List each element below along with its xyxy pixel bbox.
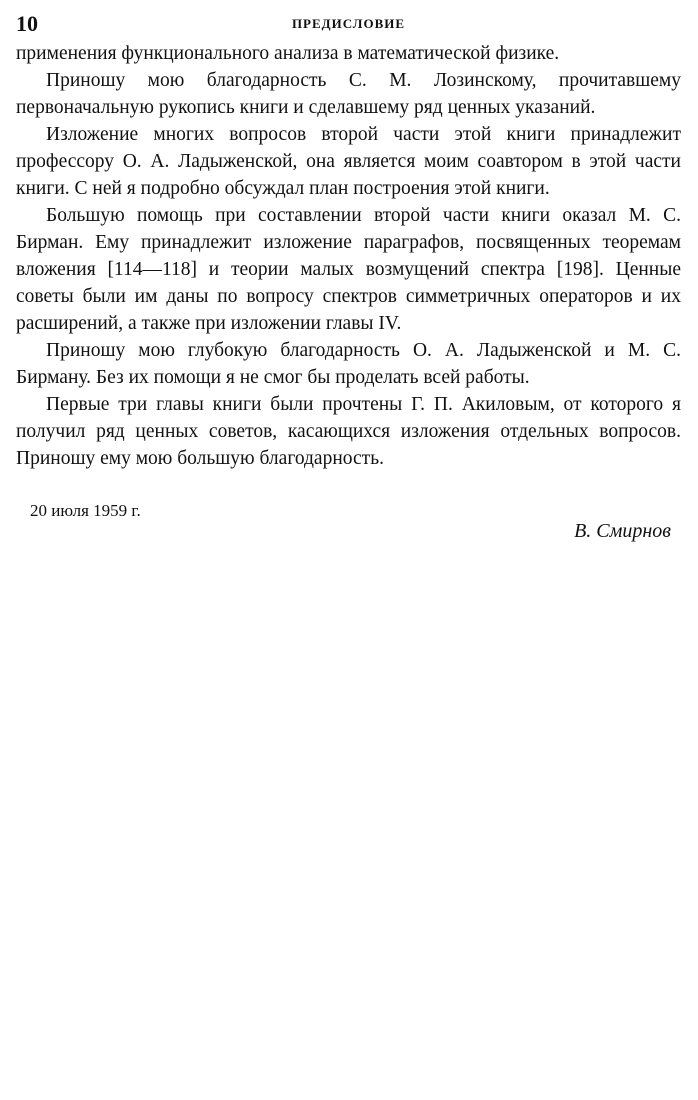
paragraph-gratitude: Приношу мою глубокую благодарность О. А. Ладыженской и М. С. Бирману. Без их помощи я не смог бы проделать всей работы. [16, 340, 681, 388]
paragraph-thanks-lozinsky: Приношу мою благодарность С. М. Лозинскому, прочитавшему первоначальную рукопись книги и сделавшему ряд ценных указаний. [16, 70, 681, 118]
paragraph-akilov: Первые три главы книги были прочтены Г. П. Акиловым, от которого я получил ряд ценных советов, касающихся изложения отдельных вопросов. Приношу ему мою большую благодарность. [16, 394, 681, 469]
paragraph-birman: Большую помощь при составлении второй части книги оказал М. С. Бирман. Ему принадлежит изложение параграфов, посвященных теоремам вложения [114—118] и теории малых возмущений спектра [198]. Ценные советы были им даны по вопросу спектров симметричных операторов и их расширений, а также при изложении главы IV. [16, 205, 681, 334]
paragraph-continuation: применения функционального анализа в математической физике. [16, 43, 560, 64]
signoff [16, 500, 681, 580]
author-signature: В. Смирнов [574, 520, 671, 542]
page-number: 10 [16, 11, 38, 36]
paragraph-ladyzhenskaya: Изложение многих вопросов второй части этой книги принадлежит профессору О. А. Ладыженской, она является моим соавтором в этой части книги. С ней я подробно обсуждал план построения этой книги. [16, 124, 681, 199]
running-head [16, 10, 681, 40]
preface-body [16, 40, 681, 472]
book-page [16, 10, 681, 580]
preface-date: 20 июля 1959 г. [30, 501, 141, 520]
section-title: ПРЕДИСЛОВИЕ [291, 16, 406, 31]
